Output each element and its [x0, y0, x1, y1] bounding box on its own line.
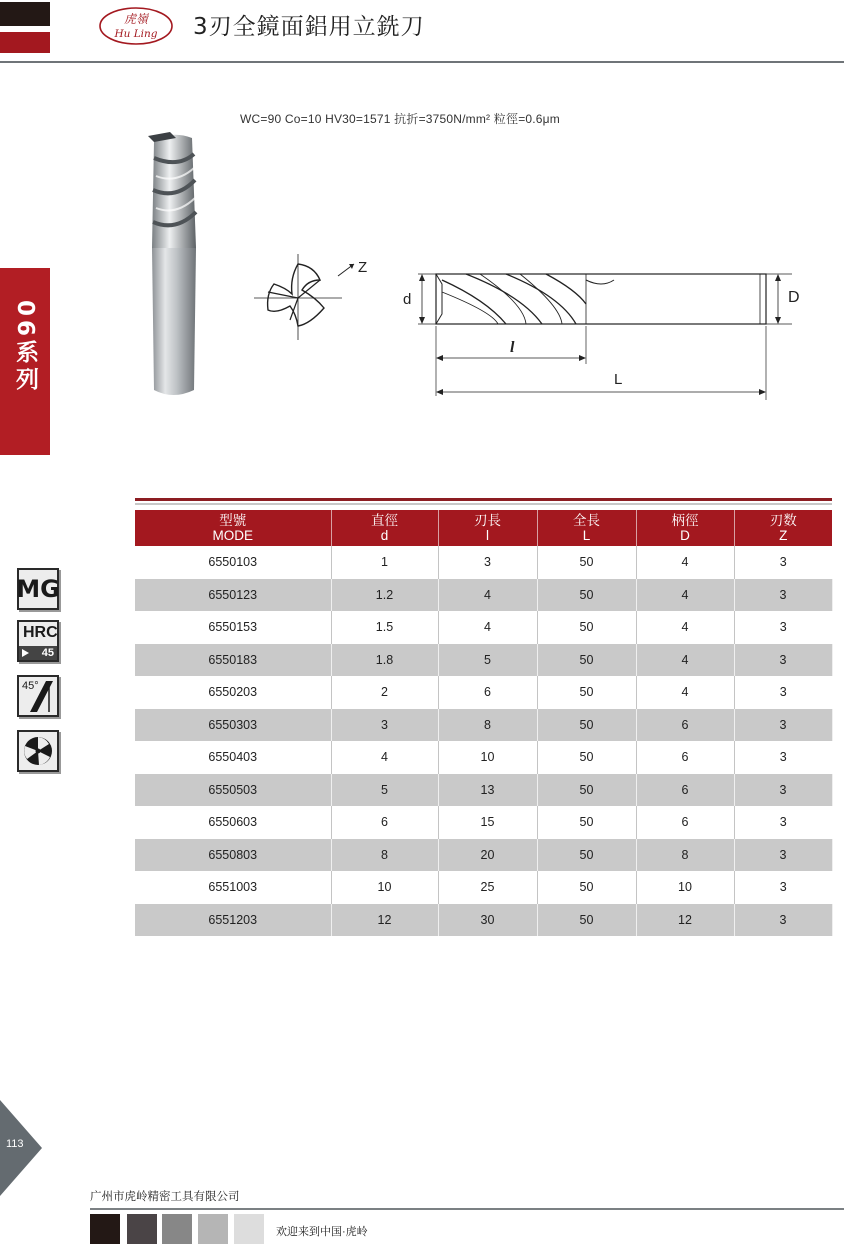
- cell-flute-length: 20: [438, 839, 537, 872]
- hrc-badge-value: 45: [19, 646, 57, 660]
- three-flute-badge: [17, 730, 59, 772]
- cell-diameter: 10: [331, 871, 438, 904]
- cell-flute-length: 6: [438, 676, 537, 709]
- cell-shank-diameter: 6: [636, 806, 734, 839]
- color-swatch: [198, 1214, 228, 1244]
- cross-section-diagram: [250, 250, 380, 340]
- footer-welcome: 欢迎来到中国·虎岭: [276, 1226, 368, 1238]
- cell-flute-count: 3: [779, 815, 787, 830]
- table-row: [135, 774, 832, 807]
- label-l-flute: l: [510, 339, 515, 356]
- cell-overall-length: 50: [537, 839, 636, 872]
- cell-shank-diameter: 4: [636, 611, 734, 644]
- cell-flute-count: 3: [779, 685, 787, 700]
- table-row: [135, 611, 832, 644]
- cell-shank-diameter: 4: [636, 546, 734, 579]
- table-row: [135, 546, 832, 579]
- header-flute-count: 刃数 Z: [734, 510, 832, 546]
- color-swatch: [162, 1214, 192, 1244]
- logo-text-en: Hu Ling: [114, 28, 158, 40]
- cell-model: 6550403: [135, 741, 331, 774]
- cell-overall-length: 50: [537, 871, 636, 904]
- cell-model: 6550123: [135, 579, 331, 612]
- three-flute-icon: [19, 732, 57, 770]
- cell-diameter: 5: [331, 774, 438, 807]
- table-row: [135, 871, 832, 904]
- cell-flute-length: 30: [438, 904, 537, 937]
- table-row: [135, 741, 832, 774]
- table-row: [135, 676, 832, 709]
- table-row: [135, 709, 832, 742]
- header-red-bar: [0, 32, 50, 53]
- cell-flute-length: 4: [438, 579, 537, 612]
- header-rule: [0, 61, 844, 63]
- table-row: [135, 806, 832, 839]
- table-row: [135, 904, 832, 937]
- company-name: 广州市虎岭精密工具有限公司: [90, 1191, 240, 1203]
- cell-flute-count: 3: [734, 774, 832, 807]
- cell-flute-count: 3: [734, 904, 832, 937]
- cell-diameter: 6: [331, 806, 438, 839]
- page-title: 3刃全鏡面鋁用立銑刀: [193, 14, 425, 40]
- dimension-diagram: [396, 260, 816, 406]
- cell-flute-length: 8: [438, 709, 537, 742]
- cell-flute-length: 10: [438, 741, 537, 774]
- cell-flute-length: 3: [438, 546, 537, 579]
- cell-flute-length: 4: [438, 611, 537, 644]
- cell-shank-diameter: 4: [636, 676, 734, 709]
- cell-flute-count: 3: [734, 709, 832, 742]
- cell-model: 6550203: [135, 676, 331, 709]
- header-model: 型號 MODE: [135, 510, 331, 546]
- cell-diameter: 1: [331, 546, 438, 579]
- cell-diameter: 1.2: [331, 579, 438, 612]
- cell-diameter: 3: [331, 709, 438, 742]
- cell-model: 6550103: [135, 546, 331, 579]
- color-swatch: [90, 1214, 120, 1244]
- cell-diameter: 12: [331, 904, 438, 937]
- cell-overall-length: 50: [537, 579, 636, 612]
- cell-shank-diameter: 6: [636, 709, 734, 742]
- cell-flute-length: 15: [438, 806, 537, 839]
- label-d-large: D: [788, 289, 800, 306]
- cell-flute-count: 3: [734, 839, 832, 872]
- cell-flute-count: 3: [734, 644, 832, 677]
- cell-flute-count: 3: [779, 880, 787, 895]
- cell-shank-diameter: 10: [636, 871, 734, 904]
- series-tab-label: 06系列: [12, 300, 38, 395]
- cell-model: 6551003: [135, 871, 331, 904]
- cell-flute-count: 3: [779, 750, 787, 765]
- header-diameter: 直徑 d: [331, 510, 438, 546]
- cell-model: 6550803: [135, 839, 331, 872]
- cell-overall-length: 50: [537, 546, 636, 579]
- cell-shank-diameter: 8: [636, 839, 734, 872]
- cell-flute-count: 3: [779, 555, 787, 570]
- cell-diameter: 4: [331, 741, 438, 774]
- cell-model: 6550183: [135, 644, 331, 677]
- table-row: [135, 839, 832, 872]
- header-overall-length: 全長 L: [537, 510, 636, 546]
- mg-badge: MG: [17, 568, 59, 610]
- cell-overall-length: 50: [537, 806, 636, 839]
- helix-angle-icon: [19, 677, 57, 715]
- cell-flute-length: 5: [438, 644, 537, 677]
- table-top-rule-light: [135, 503, 832, 505]
- logo-text-cn: 虎嶺: [123, 12, 149, 26]
- cell-flute-length: 13: [438, 774, 537, 807]
- cell-diameter: 1.5: [331, 611, 438, 644]
- cell-model: 6550153: [135, 611, 331, 644]
- hu-ling-logo: [98, 6, 174, 46]
- cell-overall-length: 50: [537, 644, 636, 677]
- label-d-small: d: [403, 291, 412, 308]
- cell-flute-length: 25: [438, 871, 537, 904]
- table-header-row: [135, 510, 832, 546]
- cell-diameter: 8: [331, 839, 438, 872]
- label-z: Z: [358, 259, 368, 276]
- label-l-total: L: [614, 371, 623, 388]
- cell-flute-count: 3: [779, 620, 787, 635]
- cell-shank-diameter: 6: [636, 741, 734, 774]
- hrc-badge-label: HRC: [23, 624, 58, 641]
- helix-angle-badge: [17, 675, 59, 717]
- cell-model: 6550603: [135, 806, 331, 839]
- cell-shank-diameter: 6: [636, 774, 734, 807]
- table-row: [135, 644, 832, 677]
- cell-flute-count: 3: [734, 579, 832, 612]
- cell-overall-length: 50: [537, 741, 636, 774]
- end-mill-photo: [130, 128, 210, 400]
- header-black-bar: [0, 2, 50, 26]
- play-triangle-icon: [22, 649, 29, 657]
- material-spec: WC=90 Co=10 HV30=1571 抗折=3750N/mm² 粒徑=0.6μm: [240, 112, 560, 126]
- table-top-rule: [135, 498, 832, 501]
- page-number: 113: [6, 1138, 24, 1150]
- cell-overall-length: 50: [537, 709, 636, 742]
- cell-overall-length: 50: [537, 676, 636, 709]
- cell-overall-length: 50: [537, 611, 636, 644]
- cell-diameter: 2: [331, 676, 438, 709]
- color-swatch: [234, 1214, 264, 1244]
- header-shank-diameter: 柄徑 D: [636, 510, 734, 546]
- spec-table: [135, 510, 833, 936]
- cell-shank-diameter: 4: [636, 579, 734, 612]
- cell-diameter: 1.8: [331, 644, 438, 677]
- hrc-badge: [17, 620, 59, 662]
- table-row: [135, 579, 832, 612]
- cell-model: 6550503: [135, 774, 331, 807]
- header-flute-length: 刃長 l: [438, 510, 537, 546]
- footer-rule: [90, 1208, 844, 1210]
- cell-model: 6550303: [135, 709, 331, 742]
- cell-overall-length: 50: [537, 774, 636, 807]
- helix-angle-label: 45°: [22, 680, 39, 692]
- cell-shank-diameter: 12: [636, 904, 734, 937]
- cell-overall-length: 50: [537, 904, 636, 937]
- cell-model: 6551203: [135, 904, 331, 937]
- color-swatch: [127, 1214, 157, 1244]
- cell-shank-diameter: 4: [636, 644, 734, 677]
